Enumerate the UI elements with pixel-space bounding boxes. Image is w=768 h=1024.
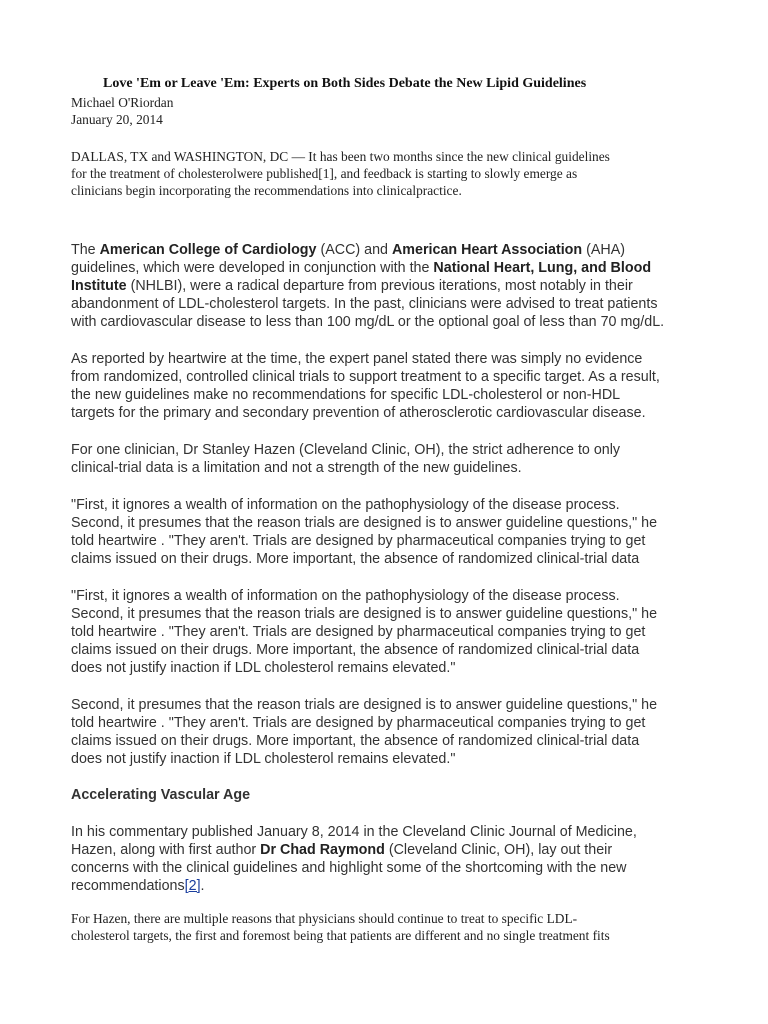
paragraph-hazen-reasons	[71, 910, 711, 944]
text-line: "First, it ignores a wealth of information on the pathophysiology of the disease process.	[71, 588, 620, 604]
author-name-raymond: Dr Chad Raymond	[260, 842, 385, 858]
text-run: (NHLBI), were a radical departure from previous iterations, most notably in their	[126, 278, 633, 294]
text-line: clinical-trial data is a limitation and not a strength of the new guidelines.	[71, 460, 522, 476]
paragraph-expert-panel	[71, 350, 711, 422]
text-run: (AHA)	[582, 242, 626, 258]
text-run: The	[71, 242, 100, 258]
text-line: cholesterol targets, the first and foremost being that patients are different and no single treatment fits	[71, 928, 610, 943]
text-line: Second, it presumes that the reason trials are designed is to answer guideline questions," he	[71, 606, 658, 622]
paragraph-commentary	[71, 823, 711, 895]
text-line: targets for the primary and secondary prevention of atherosclerotic cardiovascular disease.	[71, 405, 646, 421]
text-line: "First, it ignores a wealth of information on the pathophysiology of the disease process.	[71, 497, 620, 513]
article-author: Michael O'Riordan	[71, 95, 174, 110]
org-name-aha: American Heart Association	[391, 242, 583, 258]
text-line: Second, it presumes that the reason trials are designed is to answer guideline questions," he	[71, 515, 658, 531]
text-line: Second, it presumes that the reason trials are designed is to answer guideline questions," he	[71, 697, 658, 713]
intro-paragraph	[71, 148, 711, 199]
text-run: (ACC) and	[316, 242, 392, 258]
text-line: the new guidelines make no recommendations for specific LDL-cholesterol or non-HDL	[71, 387, 621, 403]
reference-link[interactable]: [2]	[184, 878, 201, 894]
text-line: with cardiovascular disease to less than 100 mg/dL or the optional goal of less than 70 mg/dL.	[71, 314, 665, 330]
text-line: told heartwire . "They aren't. Trials are designed by pharmaceutical companies trying to get	[71, 715, 646, 731]
text-run: (Cleveland Clinic, OH), lay out their	[384, 842, 613, 858]
text-line: For Hazen, there are multiple reasons that physicians should continue to treat to specific LDL-	[71, 911, 578, 926]
article-title: Love 'Em or Leave 'Em: Experts on Both Sides Debate the New Lipid Guidelines	[103, 76, 587, 91]
intro-line: DALLAS, TX and WASHINGTON, DC — It has been two months since the new clinical guidelines	[71, 149, 610, 164]
quote-paragraph-2	[71, 587, 711, 677]
intro-line: for the treatment of cholesterolwere published[1], and feedback is starting to slowly emerge as	[71, 166, 578, 181]
text-line: told heartwire . "They aren't. Trials are designed by pharmaceutical companies trying to get	[71, 624, 646, 640]
text-run: guidelines, which were developed in conjunction with the	[71, 260, 434, 276]
paragraph-hazen-intro	[71, 441, 711, 477]
section-heading: Accelerating Vascular Age	[71, 787, 251, 803]
text-line: concerns with the clinical guidelines and highlight some of the shortcoming with the new	[71, 860, 627, 876]
text-line: abandonment of LDL-cholesterol targets. In the past, clinicians were advised to treat patients	[71, 296, 658, 312]
text-line: claims issued on their drugs. More important, the absence of randomized clinical-trial data	[71, 551, 640, 567]
text-run: Hazen, along with first author	[71, 842, 261, 858]
text-run: .	[200, 878, 205, 894]
text-run: recommendations	[71, 878, 185, 894]
text-line: told heartwire . "They aren't. Trials are designed by pharmaceutical companies trying to get	[71, 533, 646, 549]
quote-paragraph-3	[71, 696, 711, 768]
text-line: does not justify inaction if LDL cholesterol remains elevated."	[71, 660, 456, 676]
paragraph-guidelines	[71, 241, 711, 331]
intro-line: clinicians begin incorporating the recommendations into clinicalpractice.	[71, 183, 462, 198]
text-line: For one clinician, Dr Stanley Hazen (Cleveland Clinic, OH), the strict adherence to only	[71, 442, 621, 458]
text-line: claims issued on their drugs. More important, the absence of randomized clinical-trial data	[71, 642, 640, 658]
text-line: As reported by heartwire at the time, the expert panel stated there was simply no evidence	[71, 351, 643, 367]
text-line: claims issued on their drugs. More important, the absence of randomized clinical-trial data	[71, 733, 640, 749]
org-name-nhlbi: National Heart, Lung, and Blood	[433, 260, 652, 276]
org-name-acc: American College of Cardiology	[99, 242, 317, 258]
article-date: January 20, 2014	[71, 112, 163, 127]
text-line: from randomized, controlled clinical trials to support treatment to a specific target. As a result,	[71, 369, 660, 385]
text-line: In his commentary published January 8, 2014 in the Cleveland Clinic Journal of Medicine,	[71, 824, 637, 840]
org-name-nhlbi-cont: Institute	[71, 278, 127, 294]
quote-paragraph-1	[71, 496, 711, 568]
text-line: does not justify inaction if LDL cholesterol remains elevated."	[71, 751, 456, 767]
